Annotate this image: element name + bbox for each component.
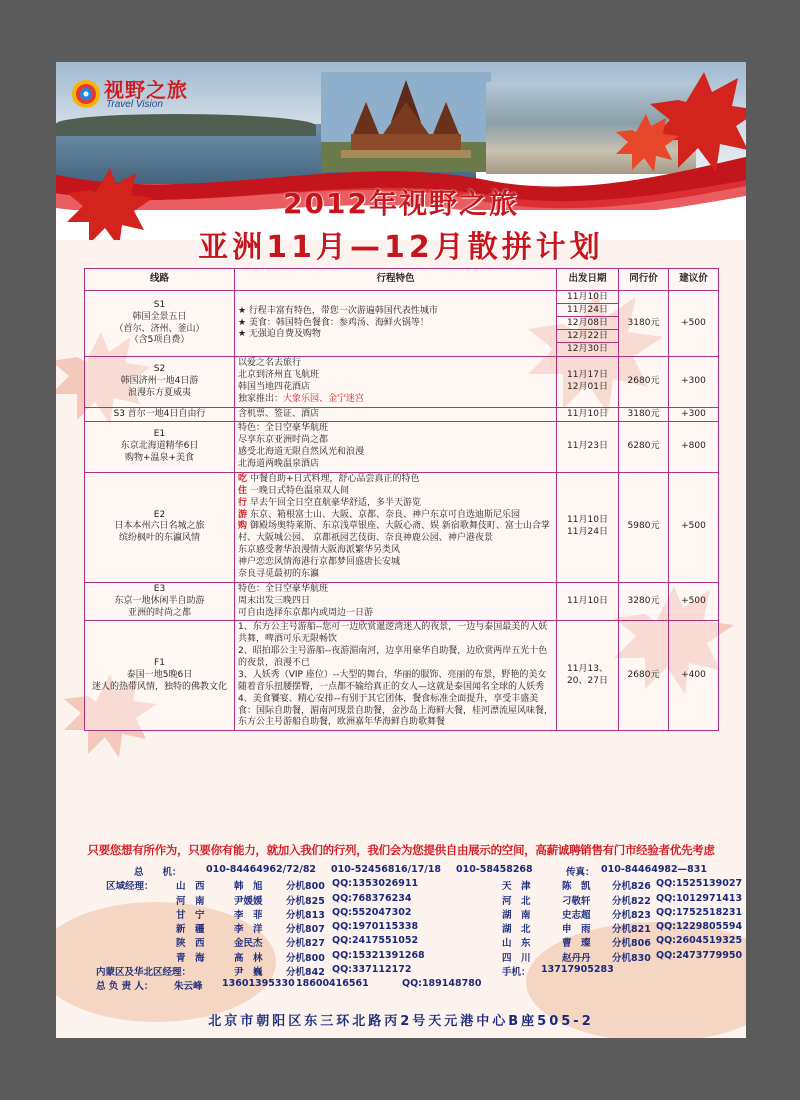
price-cell: 3280元 (619, 582, 669, 621)
route-cell: F1 泰国一地5晚6日 迷人的热带风情，独特的佛教文化 (85, 621, 235, 731)
date-cell: 11月17日 12月01日 (557, 357, 619, 408)
route-cell: S1 韩国全景五日 （首尔、济州、釜山） （含5项自费） (85, 291, 235, 357)
feature-cell: 特色：全日空豪华航班 尽享东京亚洲时尚之都 感受北海道无限自然风光和浪漫 北海道两晚温泉酒店 (235, 422, 557, 473)
table-row (85, 422, 719, 473)
feature-cell: 吃 中餐自助+日式料理，舒心品尝真正的特色 住 一晚日式特色温泉双人间 行 早去午回全日空直航豪华舒适，多半天游览 游 东京、箱根富士山、大阪、京都、奈良、神户东京可自选迪斯尼乐园 购 御殿场奥特莱斯、东京浅草银座、大阪心斋、娱 新宿歌舞伎町、富士山合掌村、大阪城公园、 京都祇园艺伎街、奈良神鹿公园、神户港夜景 东京感受奢华浪漫情大阪海派繁华另类风 神户恋恋风情海港行京都梦回盛唐长安城 奈良寻觅最初的东瀛 (235, 472, 557, 582)
travel-flyer (56, 62, 746, 1038)
route-cell: E3 东京一地休闲半自助游 亚洲的时尚之都 (85, 582, 235, 621)
manager-row: 甘 宁 李 菲 分机813 QQ:552047302 湖 南 史志超 分机823 QQ:1752518231 (176, 906, 743, 921)
col-date: 出发日期 (557, 269, 619, 291)
manager-row: 陕 西 金民杰 分机827 QQ:2417551052 山 东 曹 璨 分机806 QQ:2604519325 (176, 935, 743, 950)
feature-cell: 以爱之名去旅行 北京到济州直飞航班 韩国当地四花酒店 独家推出：大象乐园、金宁迷宫 (235, 357, 557, 408)
table-header-row (85, 269, 719, 291)
table-row (85, 291, 719, 357)
chief-row: 总 负 责 人： 朱云峰 13601395330 18600416561 QQ:189148780 (96, 978, 482, 993)
brand-logo (70, 74, 200, 118)
price-cell: 5980元 (619, 472, 669, 582)
suggest-price-cell: +800 (669, 422, 719, 473)
suggest-price-cell: +500 (669, 291, 719, 357)
brand-en: Travel Vision (106, 99, 163, 110)
eye-logo-icon (70, 78, 102, 110)
price-cell: 6280元 (619, 422, 669, 473)
date-cell: 11月10日 (557, 407, 619, 422)
manager-row: 青 海 高 林 分机800 QQ:15321391268 四 川 赵丹丹 分机830 QQ:2473779950 (176, 949, 743, 964)
route-cell: E2 日本本州六日名城之旅 缤纷枫叶的东瀛风情 (85, 472, 235, 582)
col-feature: 行程特色 (235, 269, 557, 291)
inner-mongolia-row: 内蒙区及华北区经理： 尹 巍 分机842 QQ:337112172 手机： 13717905283 (96, 964, 614, 979)
contact-list (96, 864, 743, 993)
manager-row: 新 疆 李 洋 分机807 QQ:1970115338 湖 北 申 雨 分机821 QQ:1229805594 (176, 921, 743, 936)
price-cell: 3180元 (619, 291, 669, 357)
route-cell: S2 韩国济州一地4日游 浪漫东方夏威夷 (85, 357, 235, 408)
main-phone-row: 总 机： 010-84464962/72/82 010-52456816/17/18 010-58458268 传真： 010-84464982—831 (134, 864, 707, 878)
col-suggest: 建议价 (669, 269, 719, 291)
date-cell: 11月13、20、27日 (557, 621, 619, 731)
date-cell: 11月10日 (557, 582, 619, 621)
price-cell: 2680元 (619, 357, 669, 408)
table-row (85, 472, 719, 582)
date-cell: 11月23日 (557, 422, 619, 473)
table-row (85, 407, 719, 422)
tour-schedule-table (84, 268, 719, 731)
table-row (85, 357, 719, 408)
manager-row: 区域经理： 山 西 韩 旭 分机800 QQ:1353026911 天 津 陈 凯 分机826 QQ:1525139027 (106, 878, 743, 893)
maple-leaf-icon (616, 62, 746, 182)
manager-row: 河 南 尹媛媛 分机825 QQ:768376234 河 北 刁敬轩 分机822 QQ:1012971413 (176, 892, 743, 907)
price-cell: 3180元 (619, 407, 669, 422)
suggest-price-cell: +300 (669, 357, 719, 408)
feature-cell: 1、东方公主号游船--您可一边欣赏暹逻湾迷人的夜景，一边与泰国最美的人妖共舞，啤酒可乐无限畅饮 2、昭拍耶公主号游船--夜游湄南河，边享用豪华自助餐，边欣赏两岸五光十色的夜景，浪漫不已 3、人妖秀（VIP 座位）--大型的舞台，华丽的服饰、亮丽的布景，野艳的美女随着音乐扭腰摆臀，一点都不输给真正的女人—这就是泰国闻名全球的人妖秀 4、美食饕宴、精心安排--有别于其它团体，餐食标准全面提升，享受丰盛美食：国际自助餐，湄南河现景自助餐，金沙岛上海鲜大餐，桂河漂流屋风味餐，东方公主号游船自助餐，欧洲嘉年华海鲜自助歌舞餐 (235, 621, 557, 731)
table-row (85, 621, 719, 731)
col-route: 线路 (85, 269, 235, 291)
col-price: 同行价 (619, 269, 669, 291)
date-cell: 11月10日 11月24日 12月08日 12月22日 12月30日 (557, 291, 619, 357)
date-cell: 11月10日 11月24日 (557, 472, 619, 582)
route-cell: E1 东京北海道精华6日 购物+温泉+美食 (85, 422, 235, 473)
page-title: 2012年视野之旅 (283, 187, 519, 220)
brand-cn: 视野之旅 (104, 78, 188, 102)
page-subtitle: 亚洲11月—12月散拼计划 (198, 230, 604, 265)
suggest-price-cell: +400 (669, 621, 719, 731)
feature-cell: ★ 行程丰富有特色，带您一次游遍韩国代表性城市 ★ 美食：韩国特色餐食：参鸡汤、海鲜火锅等！ ★ 无强迫自费及购物 (235, 291, 557, 357)
table-row (85, 582, 719, 621)
recruit-banner: 只要您想有所作为，只要你有能力，就加入我们的行列，我们会为您提供自由展示的空间，高薪诚聘销售有门市经验者优先考虑 (87, 843, 715, 857)
suggest-price-cell: +500 (669, 472, 719, 582)
price-cell: 2680元 (619, 621, 669, 731)
feature-cell: 含机票、签证、酒店 (235, 407, 557, 422)
route-cell: S3 首尔一地4日自由行 (85, 407, 235, 422)
suggest-price-cell: +500 (669, 582, 719, 621)
company-address: 北京市朝阳区东三环北路丙2号天元港中心B座505-2 (208, 1014, 594, 1029)
suggest-price-cell: +300 (669, 407, 719, 422)
feature-cell: 特色：全日空豪华航班 周末出发三晚四日 可自由选择东京都内或周边一日游 (235, 582, 557, 621)
